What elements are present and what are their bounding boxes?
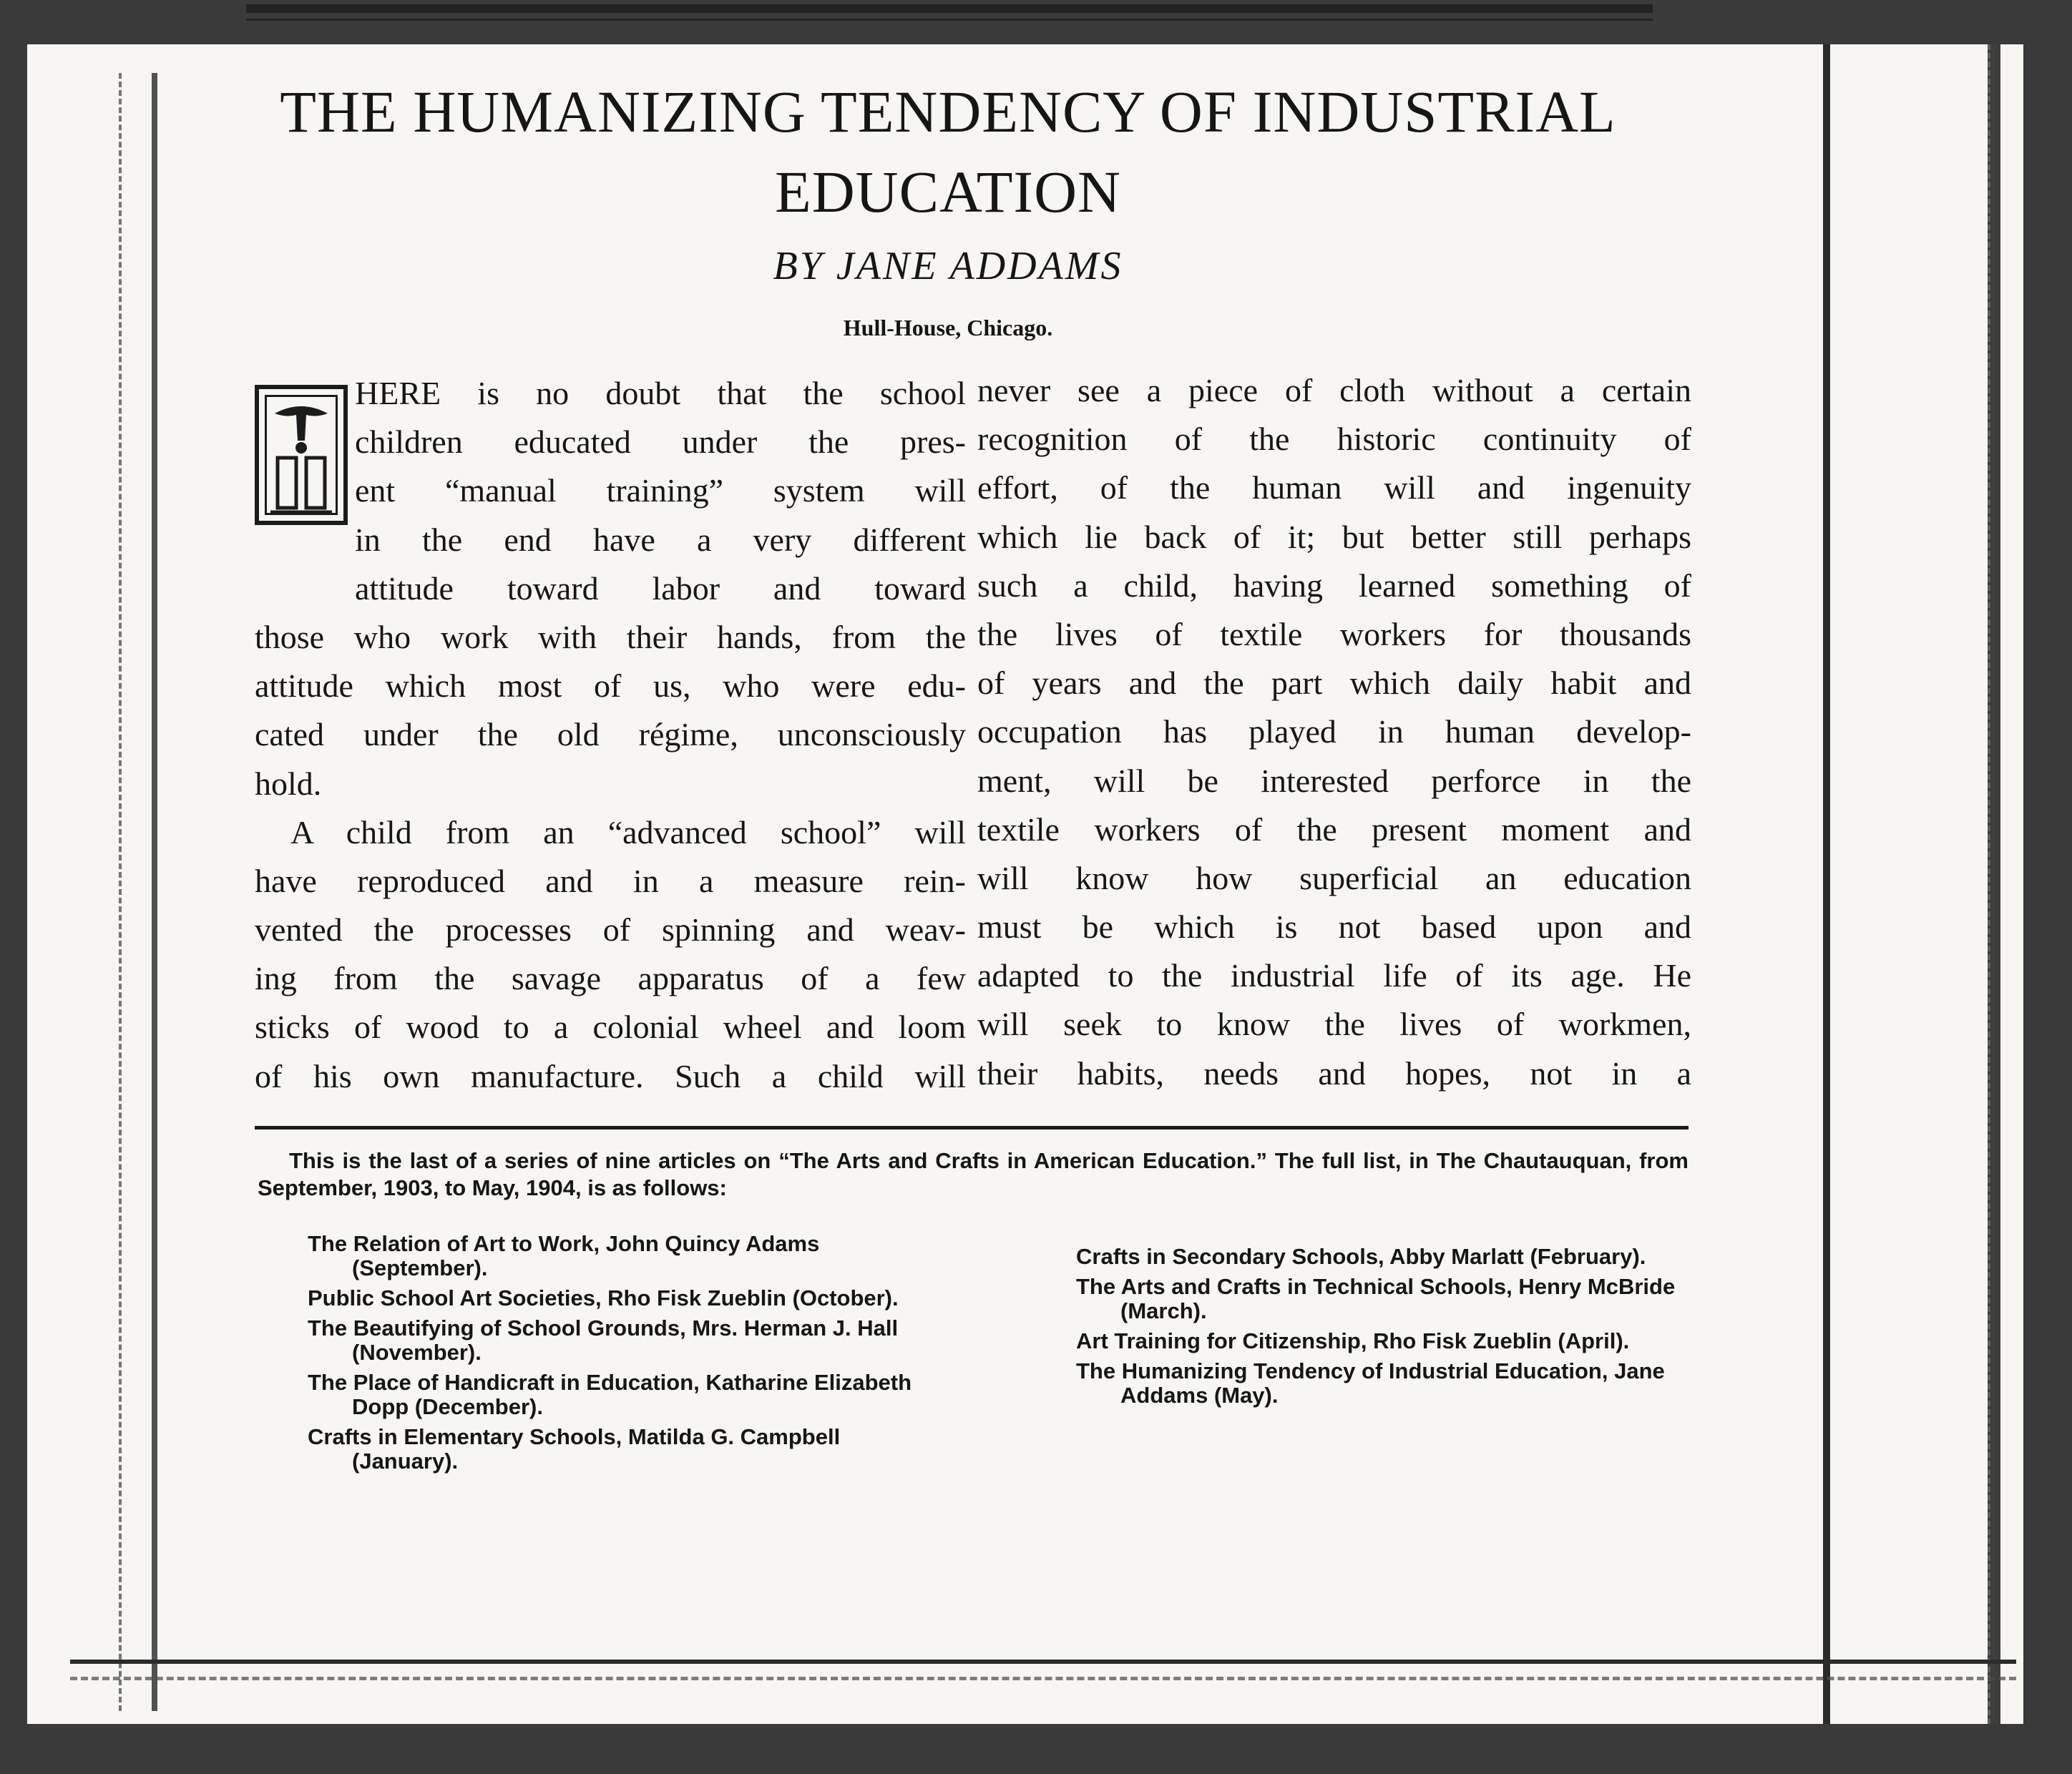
text-line: attitude which most of us, who were edu- xyxy=(255,667,966,705)
text-line: hold. xyxy=(255,765,322,802)
text-line: the lives of textile workers for thousands xyxy=(977,615,1691,652)
header-rule xyxy=(246,4,1653,13)
list-item: Crafts in Elementary Schools, Matilda G. Campbell (January). xyxy=(308,1424,841,1474)
text-line: will seek to know the lives of workmen, xyxy=(977,1006,1691,1043)
right-scan-edge xyxy=(1988,44,2000,1724)
series-list-left xyxy=(308,1232,923,1479)
left-border xyxy=(119,73,157,1711)
list-item: Public School Art Societies, Rho Fisk Zueblin (October). xyxy=(308,1285,899,1310)
article-place: Hull-House, Chicago. xyxy=(843,315,1053,340)
text-line: such a child, having learned something of xyxy=(977,567,1691,604)
list-item: The Place of Handicraft in Education, Katharine Elizabeth Dopp (December). xyxy=(308,1370,912,1419)
text-line: adapted to the industrial life of its age. He xyxy=(977,957,1691,994)
list-item: Art Training for Citizenship, Rho Fisk Zueblin (April). xyxy=(1076,1328,1630,1353)
text-line: occupation has played in human develop- xyxy=(977,713,1691,750)
series-list-right xyxy=(1076,1245,1691,1413)
bottom-scan-edge xyxy=(70,1670,2016,1680)
text-line: children educated under the pres- xyxy=(355,423,966,461)
footnote-divider xyxy=(255,1126,1689,1129)
text-line: ing from the savage apparatus of a few xyxy=(255,960,966,997)
text-line: A child from an “advanced school” will xyxy=(290,813,966,851)
list-item: Crafts in Secondary Schools, Abby Marlatt (February). xyxy=(1076,1244,1646,1269)
text-line: will know how superficial an education xyxy=(977,859,1691,896)
text-line: vented the processes of spinning and weav- xyxy=(255,911,966,949)
right-border xyxy=(1823,44,1830,1724)
article-column-left xyxy=(255,369,966,1101)
list-item: The Arts and Crafts in Technical Schools, Henry McBride (March). xyxy=(1076,1274,1676,1323)
text-line: those who work with their hands, from the xyxy=(255,618,966,655)
text-line: which lie back of it; but better still perhaps xyxy=(977,518,1691,555)
text-line: effort, of the human will and ingenuity xyxy=(977,469,1691,506)
text-line: have reproduced and in a measure rein- xyxy=(255,862,966,899)
text-line: sticks of wood to a colonial wheel and loom xyxy=(255,1009,966,1046)
text-line: textile workers of the present moment and xyxy=(977,810,1691,848)
list-item: The Beautifying of School Grounds, Mrs. Herman J. Hall (November). xyxy=(308,1315,899,1365)
text-line: in the end have a very different xyxy=(355,521,966,558)
list-item: The Humanizing Tendency of Industrial Education, Jane Addams (May). xyxy=(1076,1358,1665,1408)
text-line: recognition of the historic continuity of xyxy=(977,421,1691,458)
text-line: HERE is no doubt that the school xyxy=(355,375,966,411)
article-title: THE HUMANIZING TENDENCY OF INDUSTRIAL EDUCATION xyxy=(280,79,1616,225)
text-line: their habits, needs and hopes, not in a xyxy=(977,1054,1691,1092)
text-line: of years and the part which daily habit and xyxy=(977,665,1691,702)
series-note: This is the last of a series of nine articles on “The Arts and Crafts in American Education.” The full list, in The Chautauquan, from September, 1903, to May, 1904, is as follows: xyxy=(258,1148,1689,1200)
text-line: attitude toward labor and toward xyxy=(355,569,966,607)
article-byline: BY JANE ADDAMS xyxy=(773,244,1123,288)
text-line: ent “manual training” system will xyxy=(355,472,966,509)
text-line: cated under the old régime, unconsciously xyxy=(255,716,966,753)
list-item: The Relation of Art to Work, John Quincy Adams (September). xyxy=(308,1231,820,1280)
text-line: ment, will be interested perforce in the xyxy=(977,762,1691,799)
text-line: of his own manufacture. Such a child will xyxy=(255,1057,966,1094)
header-rule-thin xyxy=(246,19,1653,21)
article-column-right xyxy=(977,366,1691,1098)
bottom-border xyxy=(70,1660,2016,1664)
text-line: never see a piece of cloth without a certain xyxy=(977,372,1691,408)
text-line: must be which is not based upon and xyxy=(977,908,1691,946)
